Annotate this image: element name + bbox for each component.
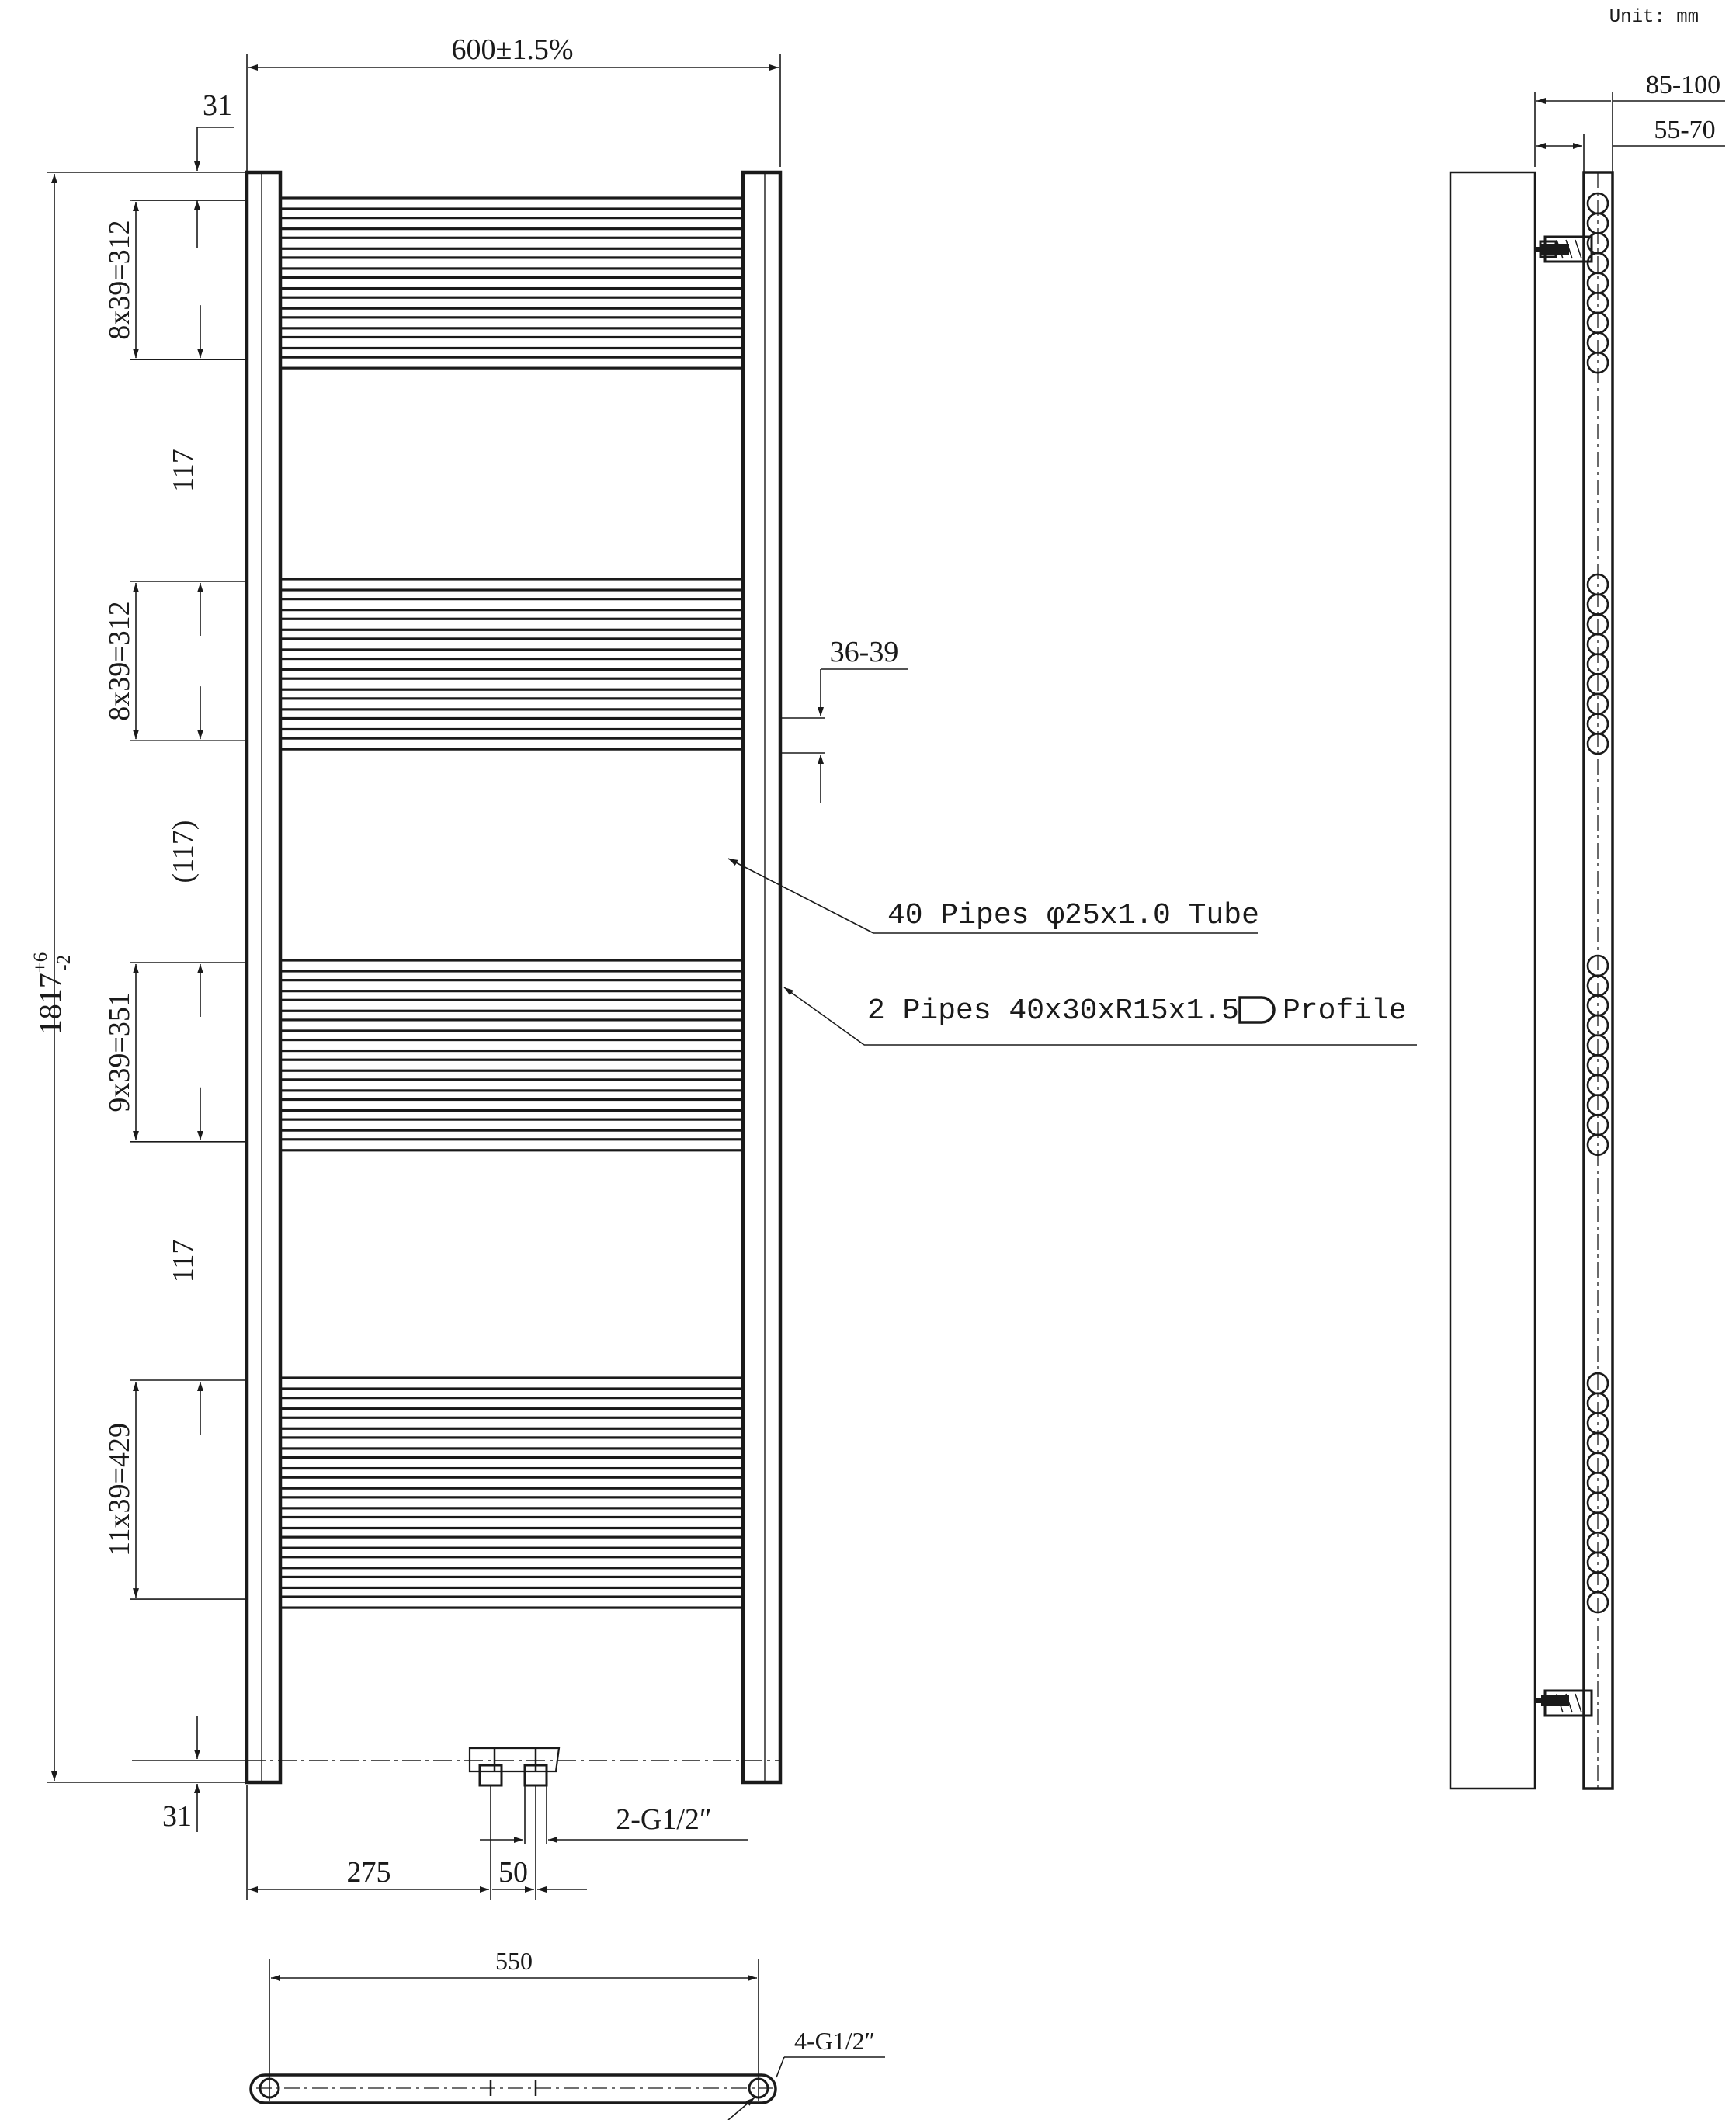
- inlet-thread-label: 2-G1/2″: [616, 1803, 712, 1836]
- tube: [280, 1557, 743, 1568]
- tube: [280, 218, 743, 229]
- group-label: 8x39=312: [103, 220, 136, 340]
- inlet-valves: [470, 1748, 559, 1785]
- tube: [280, 599, 743, 610]
- right-profile: [743, 172, 780, 1782]
- depth-outer-label: 85-100: [1645, 71, 1721, 99]
- tube: [280, 1040, 743, 1051]
- tube: [280, 317, 743, 328]
- tube: [280, 718, 743, 729]
- top-offset-label: 31: [203, 89, 232, 122]
- tube: [280, 1398, 743, 1409]
- tube: [280, 1020, 743, 1031]
- spacing-dimension: [780, 636, 908, 803]
- profile-callout-suffix: Profile: [1283, 994, 1407, 1028]
- unit-note: Unit: mm: [1609, 7, 1699, 28]
- tube: [280, 278, 743, 289]
- tube: [280, 1378, 743, 1389]
- inlet-offset-label: 275: [346, 1856, 391, 1889]
- tube: [280, 980, 743, 991]
- tube: [280, 357, 743, 368]
- tube: [280, 1577, 743, 1587]
- tube: [280, 1000, 743, 1011]
- tube: [280, 699, 743, 710]
- bottom-offset-label: 31: [162, 1800, 192, 1833]
- tube: [280, 1477, 743, 1488]
- tube: [280, 1458, 743, 1469]
- inlet-spacing-label: 50: [498, 1856, 528, 1889]
- tube: [280, 337, 743, 348]
- gap-label: 117: [167, 449, 200, 492]
- tube: [280, 738, 743, 749]
- tube-callout: [728, 859, 1259, 933]
- tube-callout-label: 40 Pipes φ25x1.0 Tube: [887, 899, 1259, 932]
- front-view: [247, 172, 780, 1785]
- group-label: 9x39=351: [103, 992, 136, 1112]
- tube: [280, 1537, 743, 1548]
- gap-label: 117: [167, 1239, 200, 1283]
- tube: [280, 659, 743, 670]
- tube: [280, 1417, 743, 1428]
- d-profile-icon: [1240, 998, 1274, 1022]
- tube: [280, 579, 743, 590]
- tube: [280, 1497, 743, 1508]
- brick-wall: [1450, 172, 1535, 1789]
- height-tol-upper: +6: [30, 952, 51, 973]
- profile-callout-label: 2 Pipes 40x30xR15x1.5: [867, 994, 1239, 1028]
- bottom-width-label: 550: [495, 1947, 533, 1975]
- tube: [280, 297, 743, 308]
- side-view: [1450, 71, 1725, 1789]
- tube: [280, 639, 743, 650]
- height-base: 1817: [33, 973, 68, 1036]
- tube: [280, 1517, 743, 1528]
- tube: [280, 1099, 743, 1110]
- height-dimension: [30, 172, 247, 1782]
- tube-stack: [280, 198, 743, 1608]
- spacing-label: 36-39: [829, 636, 899, 668]
- bottom-thread-label: 4-G1/2″: [794, 2027, 875, 2055]
- width-label: 600±1.5%: [451, 33, 574, 66]
- tube: [280, 619, 743, 630]
- group-label: 11x39=429: [103, 1423, 136, 1557]
- height-tol-lower: -2: [54, 954, 75, 971]
- width-dimension: [247, 33, 780, 172]
- tube: [280, 960, 743, 971]
- tube: [280, 198, 743, 209]
- tube: [280, 1080, 743, 1091]
- group-dimensions: [103, 200, 247, 1599]
- tube: [280, 258, 743, 269]
- tube: [280, 1597, 743, 1608]
- depth-inner-label: 55-70: [1654, 116, 1716, 144]
- tube: [280, 1060, 743, 1070]
- gap-label: (117): [167, 820, 200, 883]
- tube: [280, 238, 743, 248]
- bottom-bar: [251, 2075, 776, 2103]
- profile-callout: [784, 987, 1417, 1045]
- tube: [280, 678, 743, 689]
- bottom-offset-dimension: [132, 1716, 247, 1833]
- bottom-view: [251, 1947, 885, 2120]
- left-profile: [247, 172, 280, 1782]
- height-label: [30, 952, 75, 1036]
- top-offset-dimension: [132, 89, 247, 248]
- tube: [280, 1438, 743, 1449]
- tube: [280, 1119, 743, 1130]
- tube: [280, 1140, 743, 1150]
- inlet-dimensions: [247, 1785, 748, 1900]
- group-label: 8x39=312: [103, 601, 136, 721]
